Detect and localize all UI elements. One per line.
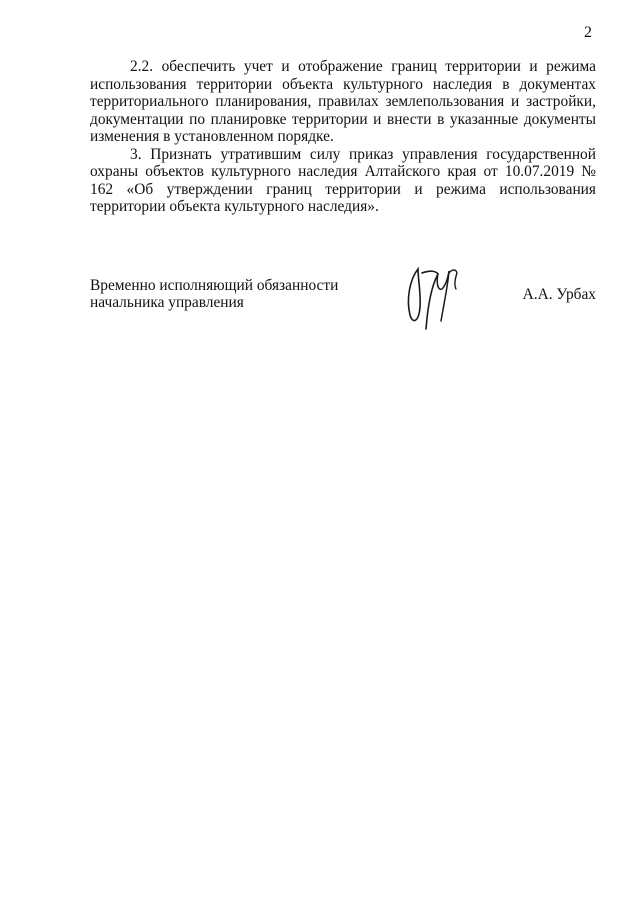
signer-name: А.А. Урбах	[522, 286, 596, 303]
handwritten-signature	[400, 263, 472, 335]
signer-position	[90, 277, 390, 311]
signer-position-line-1: Временно исполняющий обязанности	[90, 277, 339, 294]
page-number: 2	[584, 24, 592, 41]
paragraph-2-2: 2.2. обеспечить учет и отображение границ территории и режима использования территории объекта культурного наследия в документах территориального планирования, правилах землепользования и застройки, документации по планировке территории и внести в указанные документы изменения в установленном порядке.	[90, 58, 596, 145]
signature-block	[90, 277, 596, 357]
signer-position-line-2: начальника управления	[90, 294, 244, 311]
document-body	[90, 58, 596, 216]
paragraph-3: 3. Признать утратившим силу приказ управления государственной охраны объектов культурного наследия Алтайского края от 10.07.2019 № 162 «Об утверждении границ территории и режима использования территории объекта культурного наследия».	[90, 145, 596, 215]
